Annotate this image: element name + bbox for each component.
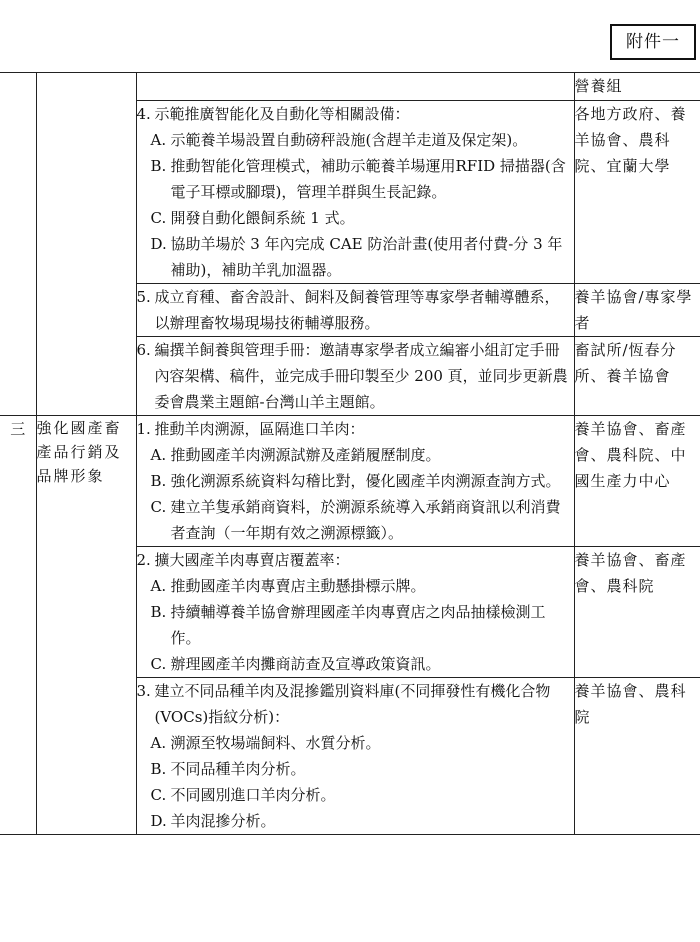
sub-item-label: A. [150,577,167,595]
number-cell-continued [0,73,36,416]
work-cell [136,416,574,547]
work-plan-table [0,72,700,835]
unit-text: 養羊協會/專家學者 [574,288,693,332]
sub-item-text: 強化溯源系統資料勾稽比對，優化國產羊肉溯源查詢方式。 [170,472,561,490]
sub-item [151,651,574,677]
unit-text: 養羊協會、畜產會、農科院、中國生產力中心 [574,420,687,490]
table-row-continued [0,73,700,101]
item-number: 5. [136,288,151,306]
sub-item-text: 羊肉混摻分析。 [170,812,276,830]
sub-item-label: D. [150,235,167,253]
sub-item [151,599,574,651]
item-text: 推動羊肉溯源，區隔進口羊肉： [154,420,365,438]
sub-item-label: C. [150,786,167,804]
work-cell [136,337,574,416]
table-row [0,416,700,547]
sub-item-text: 不同國別進口羊肉分析。 [170,786,336,804]
sub-item-text: 示範養羊場設置自動磅秤設施(含趕羊走道及保定架)。 [170,131,528,149]
sub-item-text: 辦理國產羊肉攤商訪查及宣導政策資訊。 [170,655,441,673]
sub-item-text: 推動國產羊肉溯源試辦及產銷履歷制度。 [170,446,441,464]
sub-item-text: 溯源至牧場端飼料、水質分析。 [170,734,381,752]
sub-item [151,205,574,231]
unit-cell [574,416,700,547]
work-item [137,101,574,127]
sub-item [151,782,574,808]
sub-item [151,494,574,546]
sub-item-label: A. [150,734,167,752]
work-cell [136,284,574,337]
unit-text: 各地方政府、養羊協會、農科院、宜蘭大學 [574,105,687,175]
sub-item-text: 不同品種羊肉分析。 [170,760,306,778]
unit-cell-continued [574,73,700,101]
sub-item-label: C. [150,498,167,516]
item-number: 3. [136,682,151,700]
sub-item-text: 協助羊場於 3 年內完成 CAE 防治計畫(使用者付費-分 3 年補助)，補助羊乳加溫器。 [170,235,563,279]
sub-item-label: B. [150,472,167,490]
sub-item [151,573,574,599]
item-number: 6. [136,341,151,359]
sub-item-label: B. [150,603,167,621]
item-text: 擴大國產羊肉專賣店覆蓋率： [154,551,350,569]
sub-item-text: 開發自動化餵飼系統 1 式。 [170,209,355,227]
sub-item [151,231,574,283]
unit-cell [574,101,700,284]
sub-item [151,808,574,834]
work-item [137,337,574,415]
unit-cell [574,337,700,416]
work-item [137,547,574,573]
work-cell-continued [136,73,574,101]
sub-item [151,442,574,468]
sub-item-label: D. [150,812,167,830]
item-text: 編撰羊飼養與管理手冊：邀請專家學者成立編審小組訂定手冊內容架構、稿件，並完成手冊印製至少 200 頁，並同步更新農委會農業主題館-台灣山羊主題館。 [154,341,568,411]
strategy-cell-continued [36,73,136,416]
item-number: 1. [136,420,151,438]
strategy-text: 強化國產畜產品行銷及品牌形象 [36,419,122,485]
unit-text: 養羊協會、農科院 [574,682,687,726]
work-cell [136,678,574,835]
unit-cell [574,284,700,337]
item-text: 成立育種、畜舍設計、飼料及飼養管理等專家學者輔導體系，以辦理畜牧場現場技術輔導服務。 [154,288,560,332]
sub-item-text: 推動智能化管理模式，補助示範養羊場運用RFID 掃描器(含電子耳標或腳環)，管理羊群與生長記錄。 [170,157,566,201]
sub-item-label: C. [150,209,167,227]
sub-item-label: B. [150,760,167,778]
item-number: 4. [136,105,151,123]
sub-item-label: C. [150,655,167,673]
work-cell [136,547,574,678]
annex-label: 附件一 [610,24,696,60]
sub-item-label: A. [150,446,167,464]
sub-item-label: A. [150,131,167,149]
unit-text: 營養組 [574,77,623,95]
strategy-cell [36,416,136,835]
section-number: 三 [10,420,26,438]
section-number-cell [0,416,36,835]
sub-item [151,468,574,494]
sub-item-text: 持續輔導養羊協會辦理國產羊肉專賣店之肉品抽樣檢測工作。 [170,603,546,647]
work-cell [136,101,574,284]
work-item [137,416,574,442]
sub-item [151,153,574,205]
sub-item [151,730,574,756]
item-text: 建立不同品種羊肉及混摻鑑別資料庫(不同揮發性有機化合物(VOCs)指紋分析)： [154,682,551,726]
unit-cell [574,547,700,678]
sub-item [151,127,574,153]
sub-item [151,756,574,782]
unit-text: 養羊協會、畜產會、農科院 [574,551,687,595]
item-number: 2. [136,551,151,569]
sub-item-text: 推動國產羊肉專賣店主動懸掛標示牌。 [170,577,426,595]
unit-cell [574,678,700,835]
work-item [137,284,574,336]
work-item [137,678,574,730]
sub-item-text: 建立羊隻承銷商資料，於溯源系統導入承銷商資訊以利消費者查詢（一年期有效之溯源標籤）。 [170,498,561,542]
sub-item-label: B. [150,157,167,175]
item-text: 示範推廣智能化及自動化等相關設備： [154,105,410,123]
unit-text: 畜試所/恆春分所、養羊協會 [574,341,677,385]
